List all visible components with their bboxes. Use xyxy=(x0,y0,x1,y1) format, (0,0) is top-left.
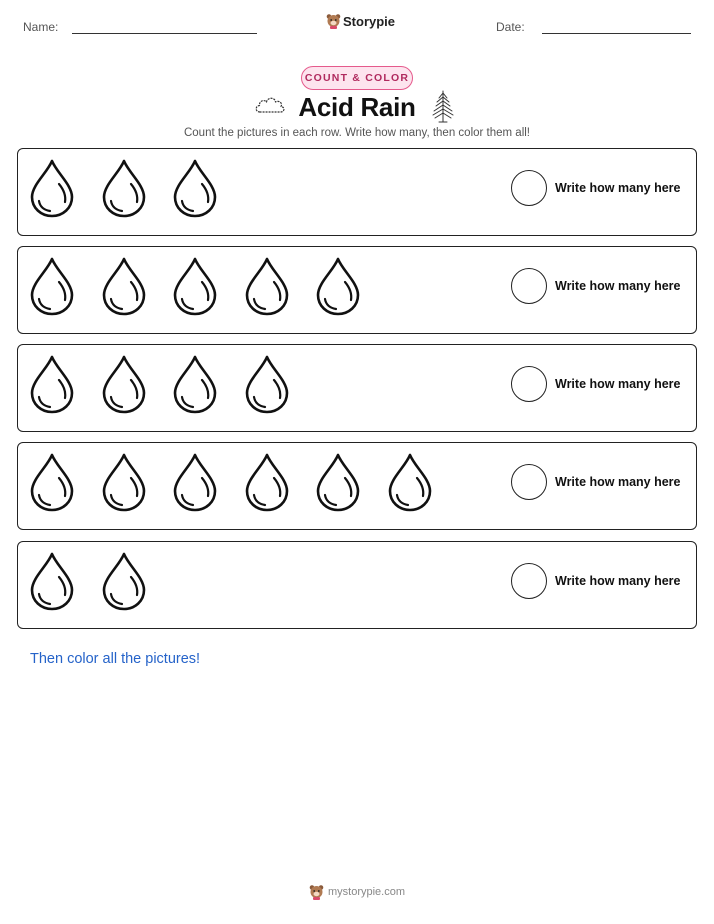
raindrop-icon xyxy=(171,453,219,513)
site-footer xyxy=(0,884,714,900)
instructions: Count the pictures in each row. Write how many, then color them all! xyxy=(183,127,531,139)
raindrop-icon xyxy=(171,159,219,219)
raindrop-icon xyxy=(100,355,148,415)
brand-name: Storypie xyxy=(343,13,396,29)
raindrop-icon xyxy=(28,257,76,317)
raindrop-icon xyxy=(28,159,76,219)
raindrop-icon xyxy=(171,257,219,317)
answer-circle[interactable] xyxy=(511,464,547,500)
raindrop-icon xyxy=(243,257,291,317)
answer-label: Write how many here xyxy=(555,574,681,588)
count-row-1 xyxy=(17,148,697,236)
answer-circle[interactable] xyxy=(511,268,547,304)
count-row-4 xyxy=(17,442,697,530)
activity-badge: COUNT & COLOR xyxy=(301,66,413,90)
name-label: Name: xyxy=(23,20,59,34)
color-instruction: Then color all the pictures! xyxy=(30,651,201,667)
raindrop-icon xyxy=(100,159,148,219)
answer-label: Write how many here xyxy=(555,377,681,391)
count-row-2 xyxy=(17,246,697,334)
answer-label: Write how many here xyxy=(555,475,681,489)
date-label: Date: xyxy=(496,20,525,34)
raindrop-icon xyxy=(243,453,291,513)
title-row xyxy=(0,88,714,128)
count-row-3 xyxy=(17,344,697,432)
answer-label: Write how many here xyxy=(555,279,681,293)
raindrop-icon xyxy=(28,355,76,415)
site-url: mystorypie.com xyxy=(327,886,406,898)
raindrop-icon xyxy=(386,453,434,513)
page-title: Acid Rain xyxy=(298,92,416,122)
bear-mascot-icon xyxy=(309,884,324,900)
brand-logo xyxy=(326,13,395,29)
name-line[interactable] xyxy=(72,33,257,34)
raindrop-icon xyxy=(314,453,362,513)
answer-circle[interactable] xyxy=(511,366,547,402)
raindrop-icon xyxy=(100,453,148,513)
answer-circle[interactable] xyxy=(511,170,547,206)
raindrop-icon xyxy=(28,453,76,513)
count-row-5 xyxy=(17,541,697,629)
answer-label: Write how many here xyxy=(555,181,681,195)
raindrop-icon xyxy=(100,257,148,317)
tree-icon xyxy=(430,89,456,123)
raindrop-icon xyxy=(100,552,148,612)
raindrop-icon xyxy=(314,257,362,317)
answer-circle[interactable] xyxy=(511,563,547,599)
raindrop-icon xyxy=(171,355,219,415)
raindrop-icon xyxy=(243,355,291,415)
date-line[interactable] xyxy=(542,33,691,34)
raindrop-icon xyxy=(28,552,76,612)
bear-mascot-icon xyxy=(326,13,341,29)
